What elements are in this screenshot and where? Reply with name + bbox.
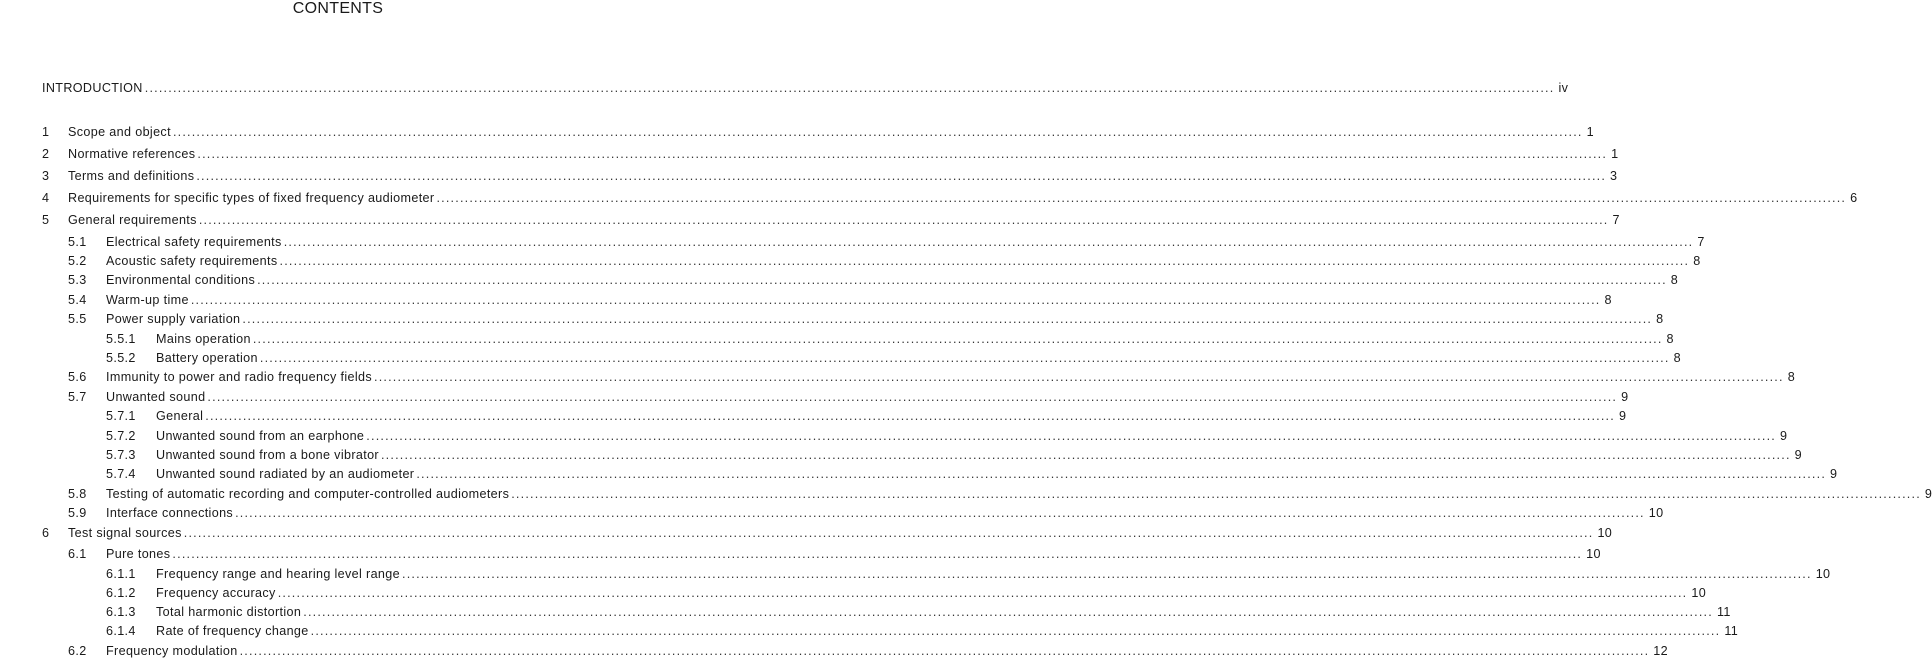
toc-entry[interactable] (42, 145, 1619, 163)
dot-leader: ............................................................................................................................................................................................................................................................................................................ (303, 605, 1713, 619)
toc-entry-page-number: 8 (1787, 370, 1796, 384)
toc-entry-page-number: 10 (1597, 526, 1613, 540)
dot-leader: ............................................................................................................................................................................................................................................................................................................ (239, 644, 1650, 658)
toc-entry[interactable] (68, 642, 1669, 660)
toc-entry-page-number: 11 (1716, 605, 1731, 619)
dot-leader: ............................................................................................................................................................................................................................................................................................................ (277, 586, 1688, 600)
toc-entry[interactable] (106, 565, 1831, 583)
dot-leader: ............................................................................................................................................................................................................................................................................................................ (257, 273, 1667, 287)
toc-entry-page-number: 9 (1618, 409, 1627, 423)
toc-entry[interactable] (68, 271, 1679, 289)
toc-entry-page-number: 7 (1612, 213, 1620, 227)
toc-entry-number: 5.4 (68, 293, 87, 307)
toc-entry-title: Unwanted sound (106, 390, 206, 404)
toc-entry[interactable] (106, 427, 1788, 445)
toc-entry-page-number: 1 (1586, 125, 1594, 139)
toc-entry-number: 5.7.2 (106, 429, 136, 443)
dot-leader: ............................................................................................................................................................................................................................................................................................................ (183, 526, 1594, 540)
toc-entry-page-number: 7 (1697, 235, 1705, 249)
dot-leader: ............................................................................................................................................................................................................................................................................................................ (374, 370, 1784, 384)
toc-entry-number: 5.5.2 (106, 351, 136, 365)
toc-entry-number: 6.1.4 (106, 624, 136, 638)
dot-leader: ............................................................................................................................................................................................................................................................................................................ (197, 147, 1608, 161)
toc-entry[interactable] (106, 349, 1681, 367)
toc-entry-page-number: 8 (1666, 332, 1674, 346)
toc-entry[interactable] (42, 211, 1620, 229)
toc-entry-number: 5.7.3 (106, 448, 136, 462)
toc-entry-number: 6.1.2 (106, 586, 136, 600)
toc-entry-page-number: 9 (1830, 467, 1838, 481)
toc-entry-page-number: 10 (1691, 586, 1707, 600)
toc-entry-title: Frequency accuracy (156, 586, 276, 600)
toc-entry-number: 6.1.1 (106, 567, 136, 581)
toc-entry[interactable] (106, 603, 1731, 621)
toc-entry-page-number: 12 (1653, 644, 1669, 658)
toc-entry[interactable] (42, 167, 1618, 185)
toc-entry[interactable] (106, 465, 1838, 483)
toc-entry-page-number: 9 (1794, 448, 1803, 462)
dot-leader: ............................................................................................................................................................................................................................................................................................................ (283, 235, 1694, 249)
dot-leader: ............................................................................................................................................................................................................................................................................................................ (252, 332, 1663, 346)
dot-leader: ............................................................................................................................................................................................................................................................................................................ (198, 213, 1609, 227)
dot-leader: ............................................................................................................................................................................................................................................................................................................ (172, 125, 1583, 139)
toc-entry[interactable] (106, 622, 1739, 640)
dot-leader: ............................................................................................................................................................................................................................................................................................................ (205, 409, 1615, 423)
toc-entry-title: INTRODUCTION (42, 81, 143, 95)
toc-entry-title: Normative references (68, 147, 196, 161)
page-title: CONTENTS (292, 0, 384, 17)
toc-entry-page-number: 8 (1693, 254, 1701, 268)
toc-entry[interactable] (68, 291, 1612, 309)
toc-entry-title: General (156, 409, 204, 423)
toc-entry[interactable] (42, 189, 1858, 207)
dot-leader: ............................................................................................................................................................................................................................................................................................................ (402, 567, 1812, 581)
toc-entry-number: 5.5 (68, 312, 87, 326)
dot-leader: ............................................................................................................................................................................................................................................................................................................ (436, 191, 1847, 205)
toc-entry[interactable] (42, 524, 1613, 542)
toc-entry-page-number: 10 (1648, 506, 1664, 520)
toc-entry[interactable] (42, 79, 1569, 97)
toc-entry-number: 5.7.4 (106, 467, 136, 481)
toc-entry-title: Warm-up time (106, 293, 189, 307)
toc-entry-number: 5.6 (68, 370, 87, 384)
toc-entry-number: 5 (42, 213, 50, 227)
toc-entry-title: Electrical safety requirements (106, 235, 282, 249)
toc-entry-number: 6 (42, 526, 50, 540)
dot-leader: ............................................................................................................................................................................................................................................................................................................ (242, 312, 1653, 326)
toc-entry-title: Frequency modulation (106, 644, 238, 658)
toc-entry-number: 4 (42, 191, 50, 205)
toc-entry-number: 5.1 (68, 235, 87, 249)
toc-entry[interactable] (106, 446, 1803, 464)
dot-leader: ............................................................................................................................................................................................................................................................................................................ (196, 169, 1607, 183)
toc-entry-title: Frequency range and hearing level range (156, 567, 400, 581)
toc-entry[interactable] (68, 485, 1932, 503)
dot-leader: ............................................................................................................................................................................................................................................................................................................ (310, 624, 1721, 638)
toc-entry[interactable] (68, 504, 1664, 522)
toc-entry-number: 6.1 (68, 547, 87, 561)
toc-entry-title: Unwanted sound from an earphone (156, 429, 365, 443)
toc-entry-page-number: 9 (1779, 429, 1788, 443)
toc-entry-page-number: 9 (1621, 390, 1629, 404)
dot-leader: ............................................................................................................................................................................................................................................................................................................ (172, 547, 1583, 561)
toc-entry-title: Battery operation (156, 351, 258, 365)
toc-entry-number: 6.2 (68, 644, 87, 658)
toc-entry-title: Acoustic safety requirements (106, 254, 278, 268)
toc-entry-page-number: 8 (1604, 293, 1612, 307)
dot-leader: ............................................................................................................................................................................................................................................................................................................ (416, 467, 1827, 481)
toc-entry[interactable] (106, 584, 1707, 602)
toc-entry[interactable] (42, 123, 1594, 141)
dot-leader: ............................................................................................................................................................................................................................................................................................................ (259, 351, 1670, 365)
toc-entry[interactable] (68, 388, 1629, 406)
toc-entry[interactable] (68, 368, 1796, 386)
toc-entry-title: Rate of frequency change (156, 624, 309, 638)
toc-entry-number: 1 (42, 125, 50, 139)
toc-entry-title: Test signal sources (68, 526, 182, 540)
dot-leader: ............................................................................................................................................................................................................................................................................................................ (190, 293, 1601, 307)
toc-entry-page-number: 9 (1924, 487, 1932, 501)
toc-entry-page-number: 6 (1850, 191, 1858, 205)
toc-entry-page-number: 8 (1656, 312, 1664, 326)
toc-entry-page-number: 1 (1611, 147, 1619, 161)
toc-entry-title: General requirements (68, 213, 197, 227)
toc-entry[interactable] (68, 233, 1705, 251)
toc-entry-title: Interface connections (106, 506, 234, 520)
toc-entry-title: Unwanted sound radiated by an audiometer (156, 467, 415, 481)
toc-entry-title: Requirements for specific types of fixed frequency audiometer (68, 191, 435, 205)
toc-entry[interactable] (106, 407, 1627, 425)
toc-entry-number: 5.9 (68, 506, 87, 520)
dot-leader: ............................................................................................................................................................................................................................................................................................................ (207, 390, 1618, 404)
toc-entry[interactable] (68, 252, 1701, 270)
dot-leader: ............................................................................................................................................................................................................................................................................................................ (235, 506, 1645, 520)
toc-entry-number: 5.2 (68, 254, 87, 268)
toc-entry-number: 5.7 (68, 390, 87, 404)
toc-entry-title: Power supply variation (106, 312, 241, 326)
dot-leader: ............................................................................................................................................................................................................................................................................................................ (366, 429, 1776, 443)
toc-entry-number: 5.7.1 (106, 409, 136, 423)
toc-entry-number: 3 (42, 169, 50, 183)
toc-entry-page-number: 11 (1724, 624, 1739, 638)
toc-entry-number: 5.8 (68, 487, 87, 501)
toc-entry-number: 6.1.3 (106, 605, 136, 619)
dot-leader: ............................................................................................................................................................................................................................................................................................................ (144, 81, 1555, 95)
toc-entry-title: Scope and object (68, 125, 171, 139)
toc-entry-page-number: 10 (1586, 547, 1601, 561)
toc-entry[interactable] (106, 330, 1674, 348)
toc-entry[interactable] (68, 545, 1601, 563)
dot-leader: ............................................................................................................................................................................................................................................................................................................ (511, 487, 1921, 501)
toc-entry-title: Total harmonic distortion (156, 605, 302, 619)
toc-entry-title: Pure tones (106, 547, 171, 561)
toc-entry-number: 5.5.1 (106, 332, 136, 346)
toc-entry-page-number: 10 (1815, 567, 1831, 581)
toc-entry-number: 2 (42, 147, 50, 161)
dot-leader: ............................................................................................................................................................................................................................................................................................................ (279, 254, 1690, 268)
toc-entry-title: Mains operation (156, 332, 251, 346)
toc-entry-title: Testing of automatic recording and computer-controlled audiometers (106, 487, 510, 501)
dot-leader: ............................................................................................................................................................................................................................................................................................................ (380, 448, 1791, 462)
toc-entry-page-number: 8 (1673, 351, 1681, 365)
toc-entry-number: 5.3 (68, 273, 87, 287)
toc-entry-title: Immunity to power and radio frequency fields (106, 370, 373, 384)
toc-entry[interactable] (68, 310, 1664, 328)
toc-entry-page-number: iv (1558, 81, 1569, 95)
toc-entry-page-number: 8 (1670, 273, 1679, 287)
toc-entry-title: Unwanted sound from a bone vibrator (156, 448, 379, 462)
toc-entry-title: Environmental conditions (106, 273, 256, 287)
toc-entry-page-number: 3 (1610, 169, 1618, 183)
toc-entry-title: Terms and definitions (68, 169, 195, 183)
